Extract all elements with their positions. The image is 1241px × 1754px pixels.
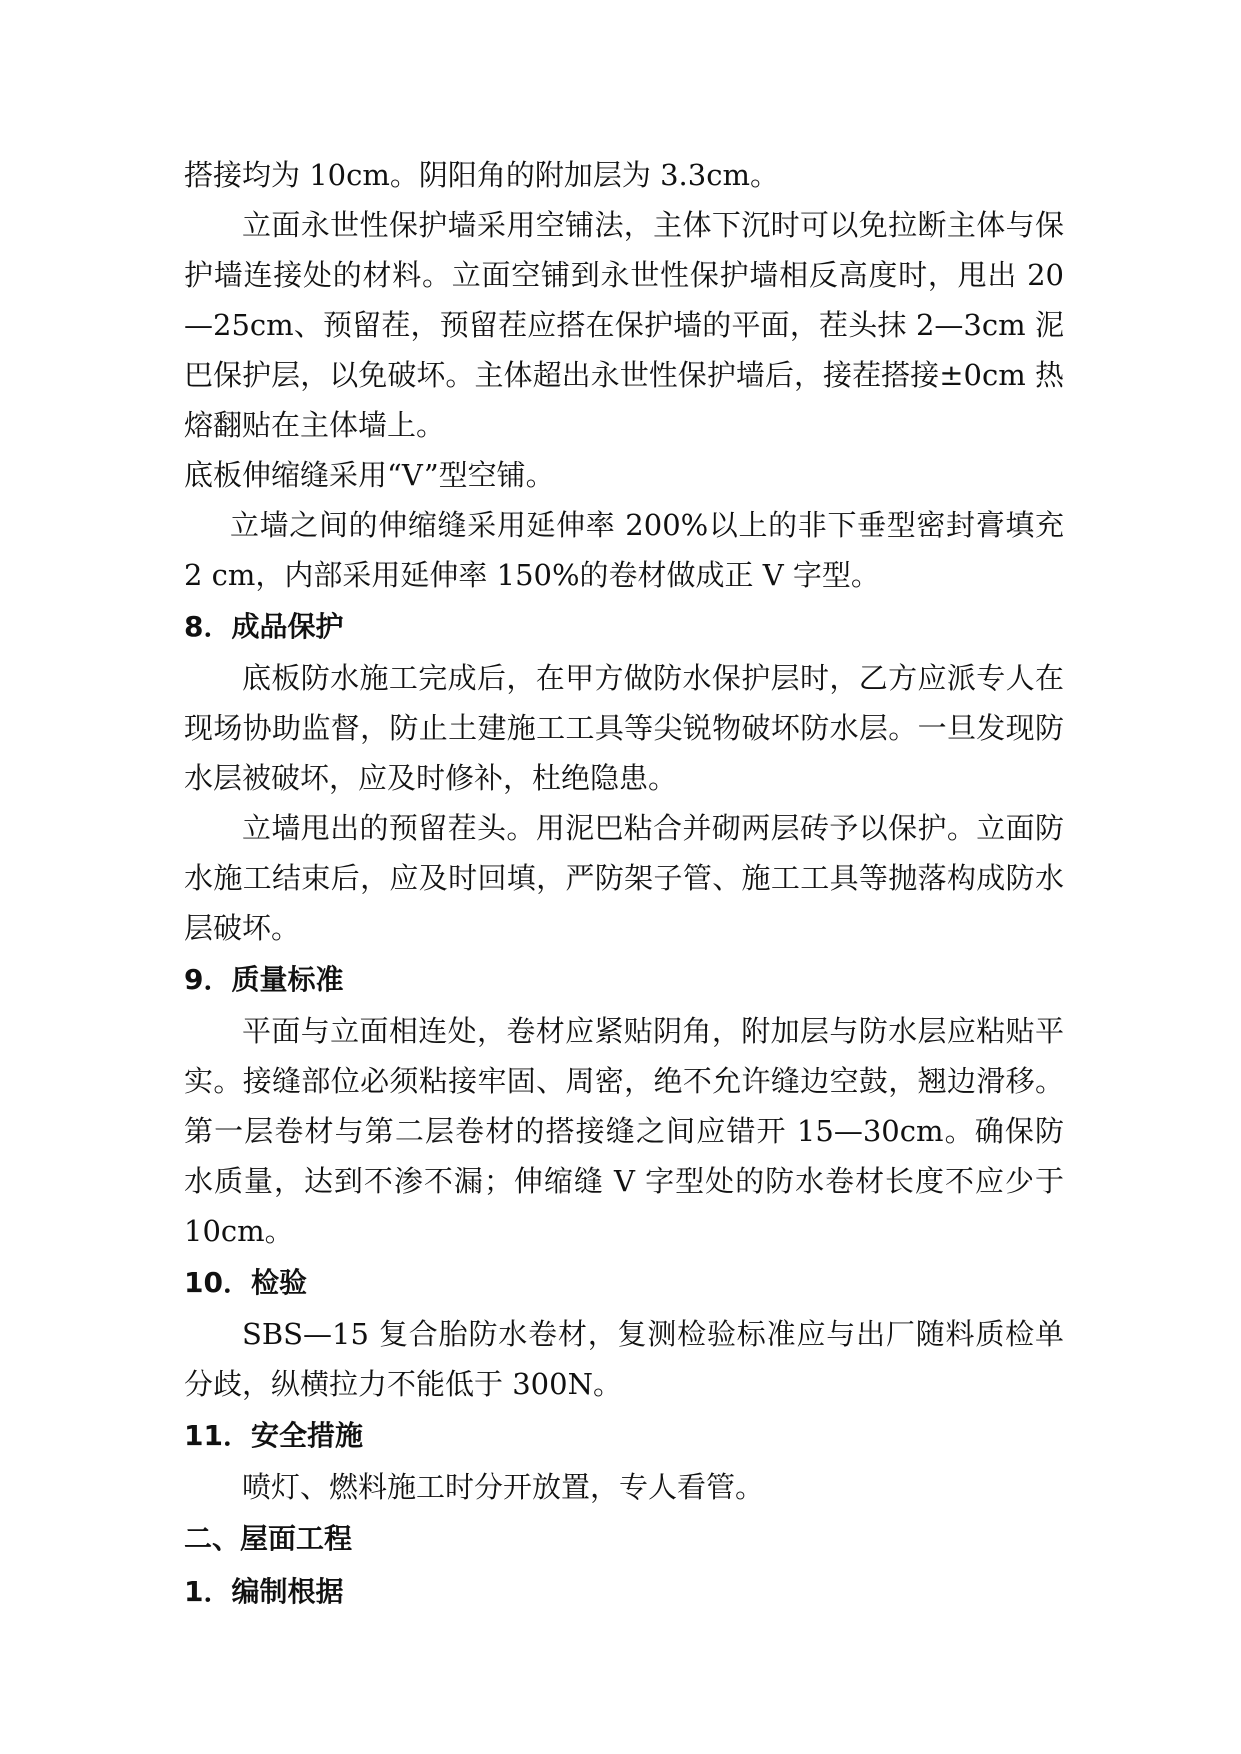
heading-quality-standard: 9．质量标准	[184, 963, 344, 996]
paragraph-inspection: SBS—15 复合胎防水卷材，复测检验标准应与出厂随料质检单分歧，纵横拉力不能低于 300N。	[184, 1317, 1064, 1401]
heading-roof-engineering: 二、屋面工程	[184, 1522, 353, 1555]
paragraph-quality-standard: 平面与立面相连处，卷材应紧贴阴角，附加层与防水层应粘贴平实。接缝部位必须粘接牢固、周密，绝不允许缝边空鼓，翘边滑移。第一层卷材与第二层卷材的搭接缝之间应错开 15—30cm。确保防水质量，达到不渗不漏；伸缩缝 V 字型处的防水卷材长度不应少于 10cm。	[184, 1014, 1064, 1248]
heading-inspection: 10．检验	[184, 1266, 307, 1299]
paragraph-floor-protection: 底板防水施工完成后，在甲方做防水保护层时，乙方应派专人在现场协助监督，防止土建施工工具等尖锐物破坏防水层。一旦发现防水层被破坏，应及时修补，杜绝隐患。	[184, 661, 1064, 795]
paragraph-wall-expansion-joint: 立墙之间的伸缩缝采用延伸率 200%以上的非下垂型密封膏填充 2 cm，内部采用延伸率 150%的卷材做成正 V 字型。	[184, 508, 1064, 592]
heading-safety-measures: 11．安全措施	[184, 1419, 363, 1452]
heading-product-protection: 8．成品保护	[184, 610, 344, 643]
heading-compilation-basis: 1．编制根据	[184, 1575, 344, 1608]
paragraph-floor-expansion-joint: 底板伸缩缝采用“V”型空铺。	[184, 458, 555, 492]
paragraph-protective-wall: 立面永世性保护墙采用空铺法，主体下沉时可以免拉断主体与保护墙连接处的材料。立面空铺到永世性保护墙相反高度时，甩出 20—25cm、预留茬，预留茬应搭在保护墙的平面，茬头抹 2—3cm 泥巴保护层，以免破坏。主体超出永世性保护墙后，接茬搭接±0cm 热熔翻贴在主体墙上。	[184, 208, 1064, 442]
document-page	[184, 150, 1064, 1618]
paragraph-lap-length: 搭接均为 10cm。阴阳角的附加层为 3.3cm。	[184, 158, 779, 192]
paragraph-safety-measures: 喷灯、燃料施工时分开放置，专人看管。	[242, 1470, 765, 1504]
paragraph-wall-protection: 立墙甩出的预留茬头。用泥巴粘合并砌两层砖予以保护。立面防水施工结束后，应及时回填，严防架子管、施工工具等抛落构成防水层破坏。	[184, 811, 1064, 945]
